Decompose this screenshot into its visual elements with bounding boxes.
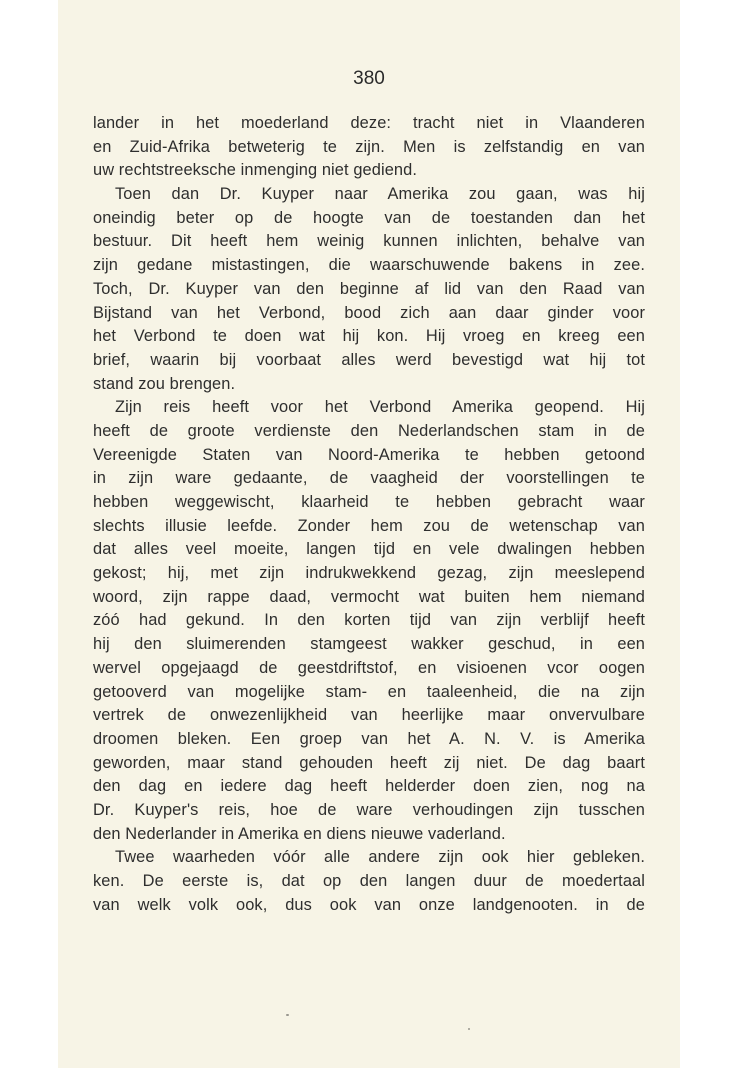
paragraph-first-line: Zijn reis heeft voor het Verbond Amerika geopend. Hij bbox=[115, 398, 645, 417]
body-text bbox=[93, 112, 645, 917]
text-line: oneindig beter op de hoogte van de toestanden dan het bbox=[93, 208, 645, 227]
text-line: getooverd van mogelijke stam- en taaleenheid, die na zijn bbox=[93, 682, 645, 701]
text-line: uw rechtstreeksche inmenging niet gediend. bbox=[93, 161, 418, 180]
text-line: Vereenigde Staten van Noord-Amerika te hebben getoond bbox=[93, 445, 645, 464]
text-line: in zijn ware gedaante, de vaagheid der voorstellingen te bbox=[93, 469, 645, 488]
text-line: het Verbond te doen wat hij kon. Hij vroeg en kreeg een bbox=[93, 327, 645, 346]
text-line: droomen bleken. Een groep van het A. N. V. is Amerika bbox=[93, 729, 645, 748]
text-line: gekost; hij, met zijn indrukwekkend gezag, zijn meeslepend bbox=[93, 564, 645, 583]
text-line: brief, waarin bij voorbaat alles werd bevestigd wat hij tot bbox=[93, 350, 645, 369]
text-line: geworden, maar stand gehouden heeft zij niet. De dag baart bbox=[93, 753, 645, 772]
text-line: wervel opgejaagd de geestdriftstof, en visioenen vcor oogen bbox=[93, 658, 645, 677]
text-line: heeft de groote verdienste den Nederlandschen stam in de bbox=[93, 421, 645, 440]
text-line: Toch, Dr. Kuyper van den beginne af lid van den Raad van bbox=[93, 279, 645, 298]
text-line: van welk volk ook, dus ook van onze landgenooten. in de bbox=[93, 895, 645, 914]
text-line: zijn gedane mistastingen, die waarschuwende bakens in zee. bbox=[93, 256, 645, 275]
text-line: lander in het moederland deze: tracht niet in Vlaanderen bbox=[93, 114, 645, 132]
text-line: bestuur. Dit heeft hem weinig kunnen inlichten, behalve van bbox=[93, 232, 645, 251]
text-line: hebben weggewischt, klaarheid te hebben gebracht waar bbox=[93, 493, 645, 511]
text-line: hij den sluimerenden stamgeest wakker geschud, in een bbox=[93, 635, 645, 654]
page-number: 380 bbox=[353, 68, 385, 89]
text-line: zóó had gekund. In den korten tijd van zijn verblijf heeft bbox=[93, 611, 645, 630]
paper-speck bbox=[286, 1014, 289, 1016]
text-line: vertrek de onwezenlijkheid van heerlijke maar onvervulbare bbox=[93, 706, 645, 725]
text-line: den dag en iedere dag heeft helderder doen zien, nog na bbox=[93, 777, 645, 796]
paragraph-first-line: Twee waarheden vóór alle andere zijn ook hier gebleken. bbox=[115, 848, 645, 867]
text-line: en Zuid-Afrika betweterig te zijn. Men is zelfstandig en van bbox=[93, 137, 645, 156]
text-line: stand zou brengen. bbox=[93, 374, 236, 393]
paragraph-first-line: Toen dan Dr. Kuyper naar Amerika zou gaan, was hij bbox=[115, 185, 645, 204]
text-line: den Nederlander in Amerika en diens nieuwe vaderland. bbox=[93, 824, 506, 843]
paper-speck bbox=[468, 1028, 470, 1030]
text-line: ken. De eerste is, dat op den langen duur de moedertaal bbox=[93, 872, 645, 890]
text-line: dat alles veel moeite, langen tijd en vele dwalingen hebben bbox=[93, 540, 645, 559]
text-line: Dr. Kuyper's reis, hoe de ware verhoudingen zijn tusschen bbox=[93, 800, 645, 819]
text-line: Bijstand van het Verbond, bood zich aan daar ginder voor bbox=[93, 303, 645, 322]
text-line: woord, zijn rappe daad, vermocht wat buiten hem niemand bbox=[93, 587, 645, 606]
text-line: slechts illusie leefde. Zonder hem zou de wetenschap van bbox=[93, 516, 645, 535]
